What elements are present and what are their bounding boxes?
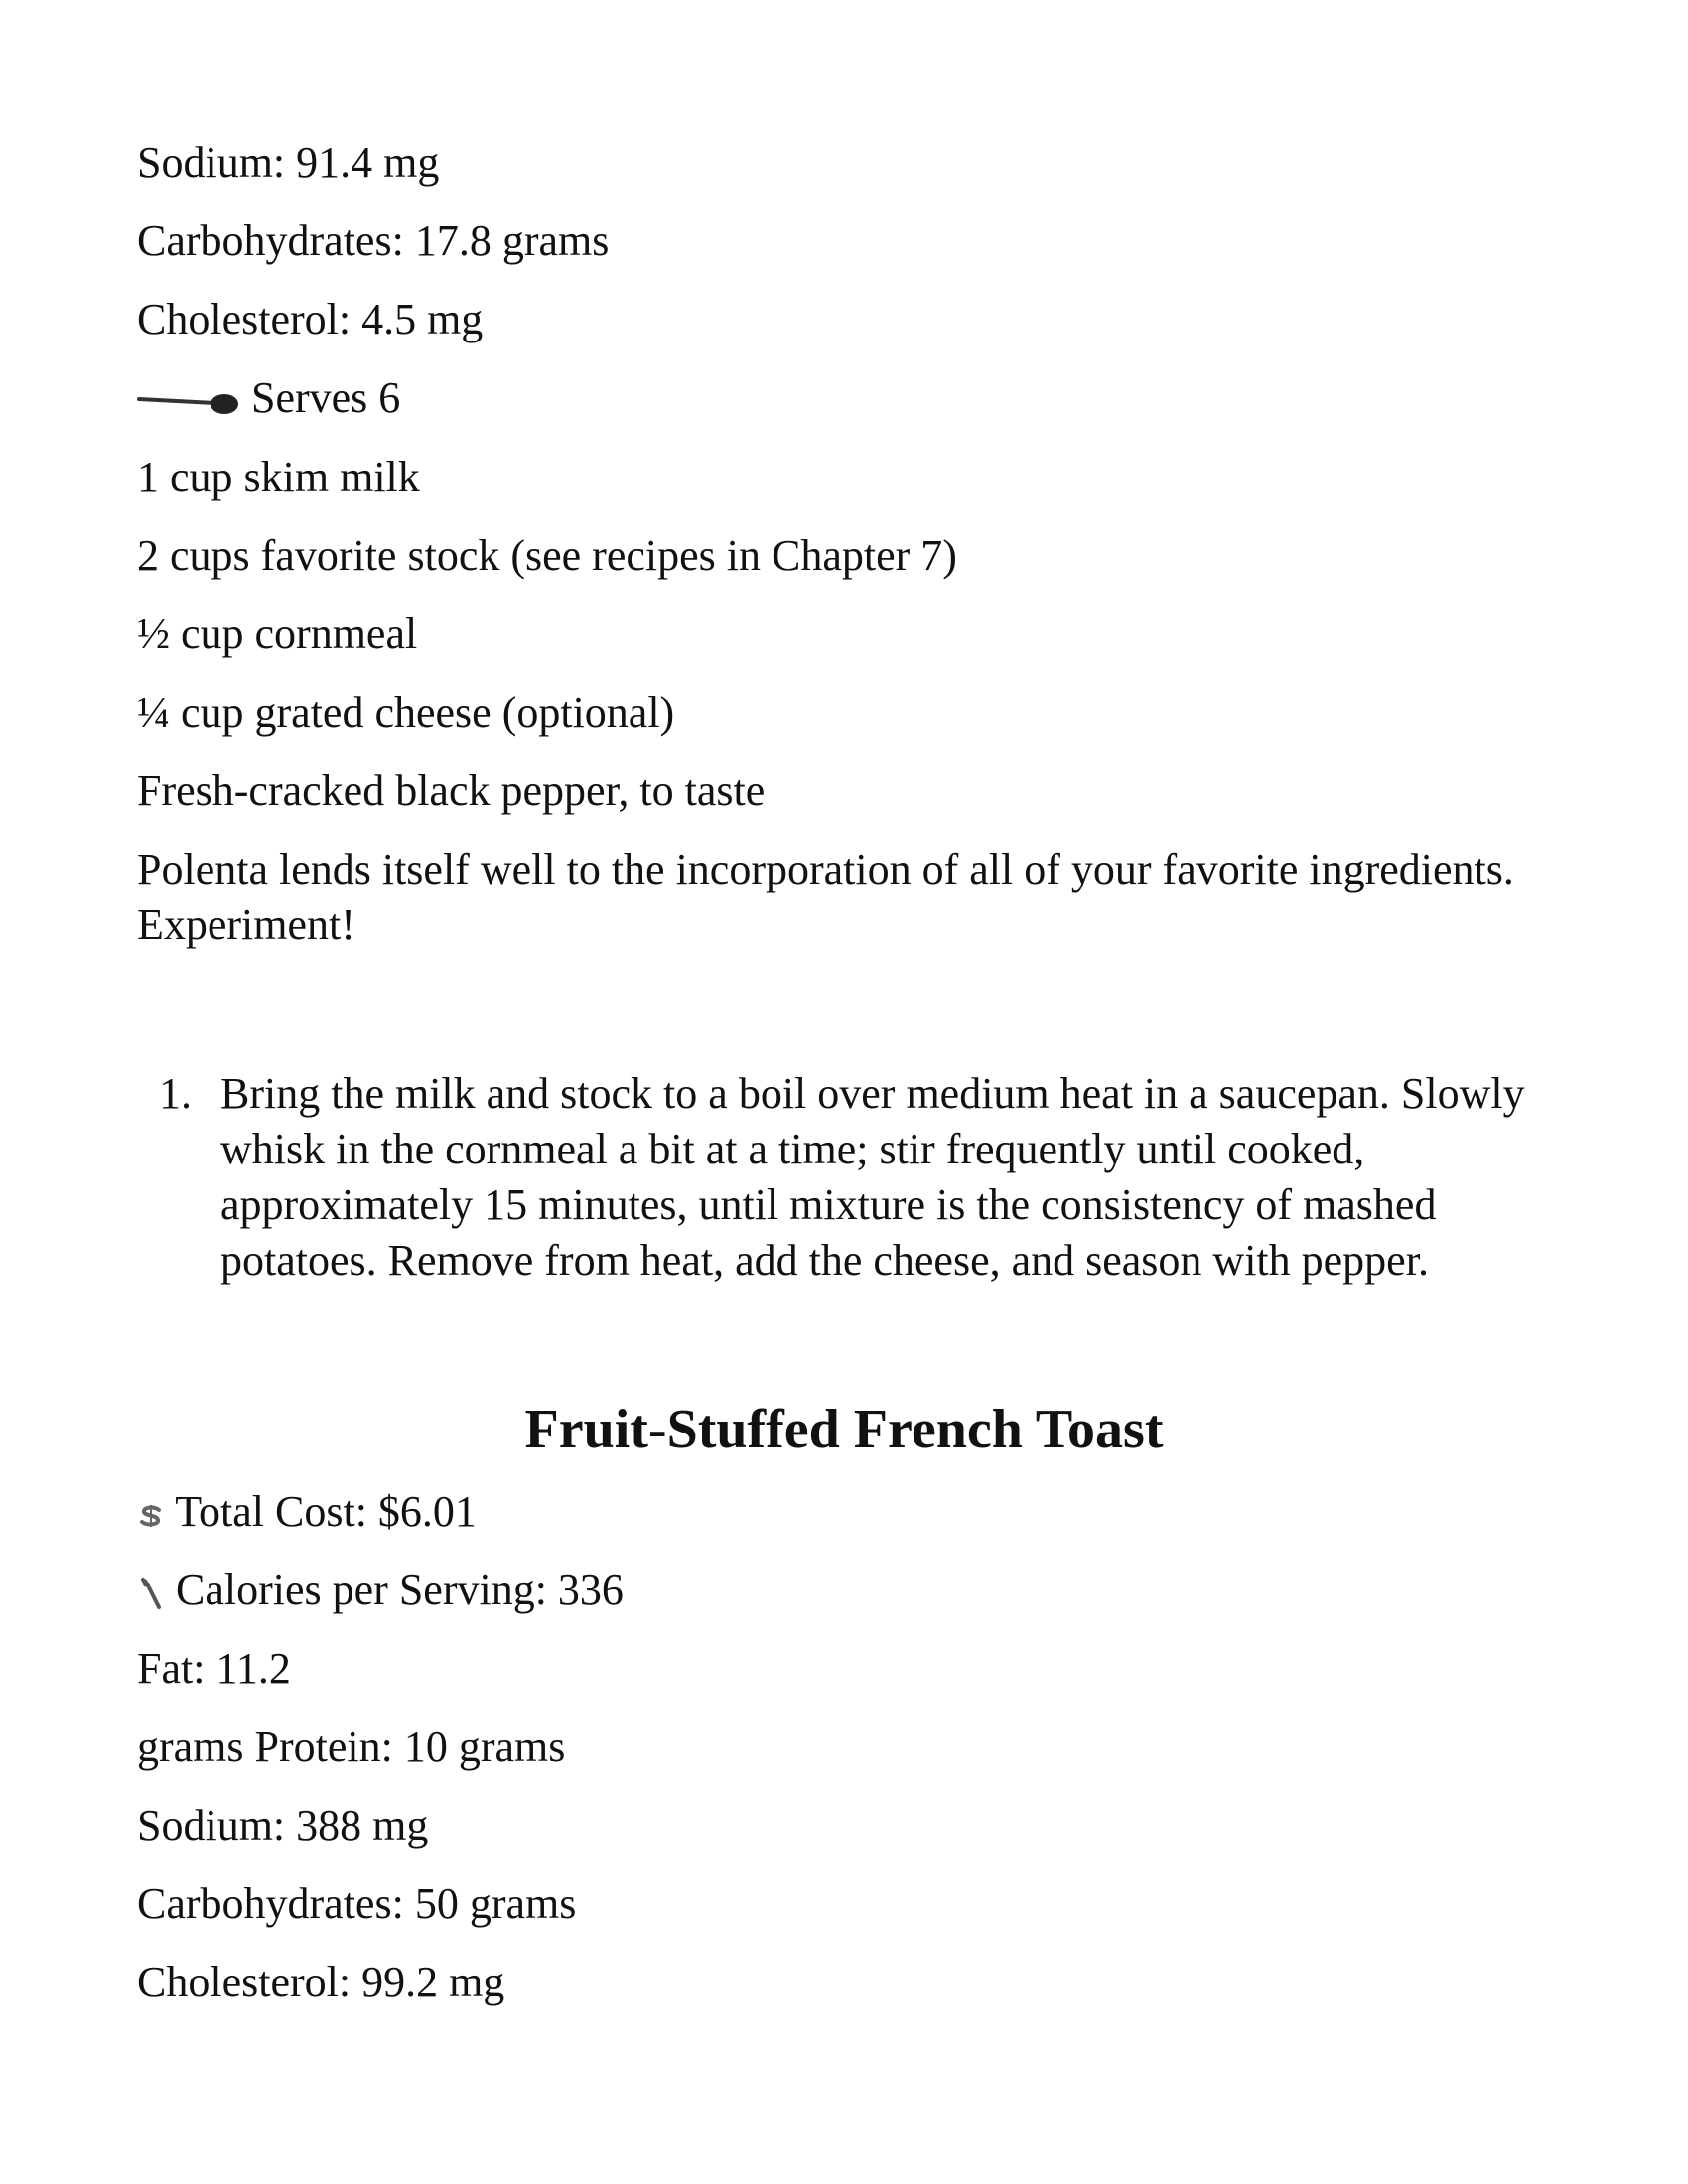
ingredient-item: 2 cups favorite stock (see recipes in Chapter 7) — [137, 531, 957, 580]
carbohydrates-line: Carbohydrates: 50 grams — [137, 1879, 577, 1928]
cholesterol-line: Cholesterol: 99.2 mg — [137, 1958, 505, 2006]
ingredient-item: 1 cup skim milk — [137, 453, 420, 501]
spoon-icon — [137, 387, 240, 417]
knife-icon — [137, 1577, 165, 1611]
ingredient-item: ¼ cup grated cheese (optional) — [137, 688, 675, 737]
calories-line — [137, 1563, 624, 1618]
step-number: 1. — [159, 1069, 192, 1118]
protein-line: grams Protein: 10 grams — [137, 1722, 566, 1771]
cholesterol-line: Cholesterol: 4.5 mg — [137, 295, 484, 343]
serves-line — [137, 370, 400, 426]
calories-text: Calories per Serving: 336 — [176, 1566, 624, 1614]
ingredient-item: Fresh-cracked black pepper, to taste — [137, 766, 766, 815]
recipe-note: Polenta lends itself well to the incorporation of all of your favorite ingredients. Experiment! — [137, 845, 1514, 949]
total-cost-line — [137, 1484, 477, 1540]
serves-text: Serves 6 — [251, 373, 401, 422]
recipe-title: Fruit-Stuffed French Toast — [524, 1399, 1164, 1460]
step-item — [159, 1066, 1531, 1289]
sodium-line: Sodium: 91.4 mg — [137, 138, 440, 187]
ingredient-item: ½ cup cornmeal — [137, 610, 418, 658]
fat-line: Fat: 11.2 — [137, 1644, 291, 1693]
sodium-line: Sodium: 388 mg — [137, 1801, 429, 1849]
dollar-icon — [137, 1503, 165, 1529]
total-cost-text: Total Cost: $6.01 — [175, 1487, 477, 1536]
carbohydrates-line: Carbohydrates: 17.8 grams — [137, 216, 610, 265]
step-text: Bring the milk and stock to a boil over medium heat in a saucepan. Slowly whisk in the cornmeal a bit at a time; stir frequently until cooked, approximately 15 minutes, until mixture is the consistency of mashed potatoes. Remove from heat, add the cheese, and season with pepper. — [220, 1069, 1525, 1285]
